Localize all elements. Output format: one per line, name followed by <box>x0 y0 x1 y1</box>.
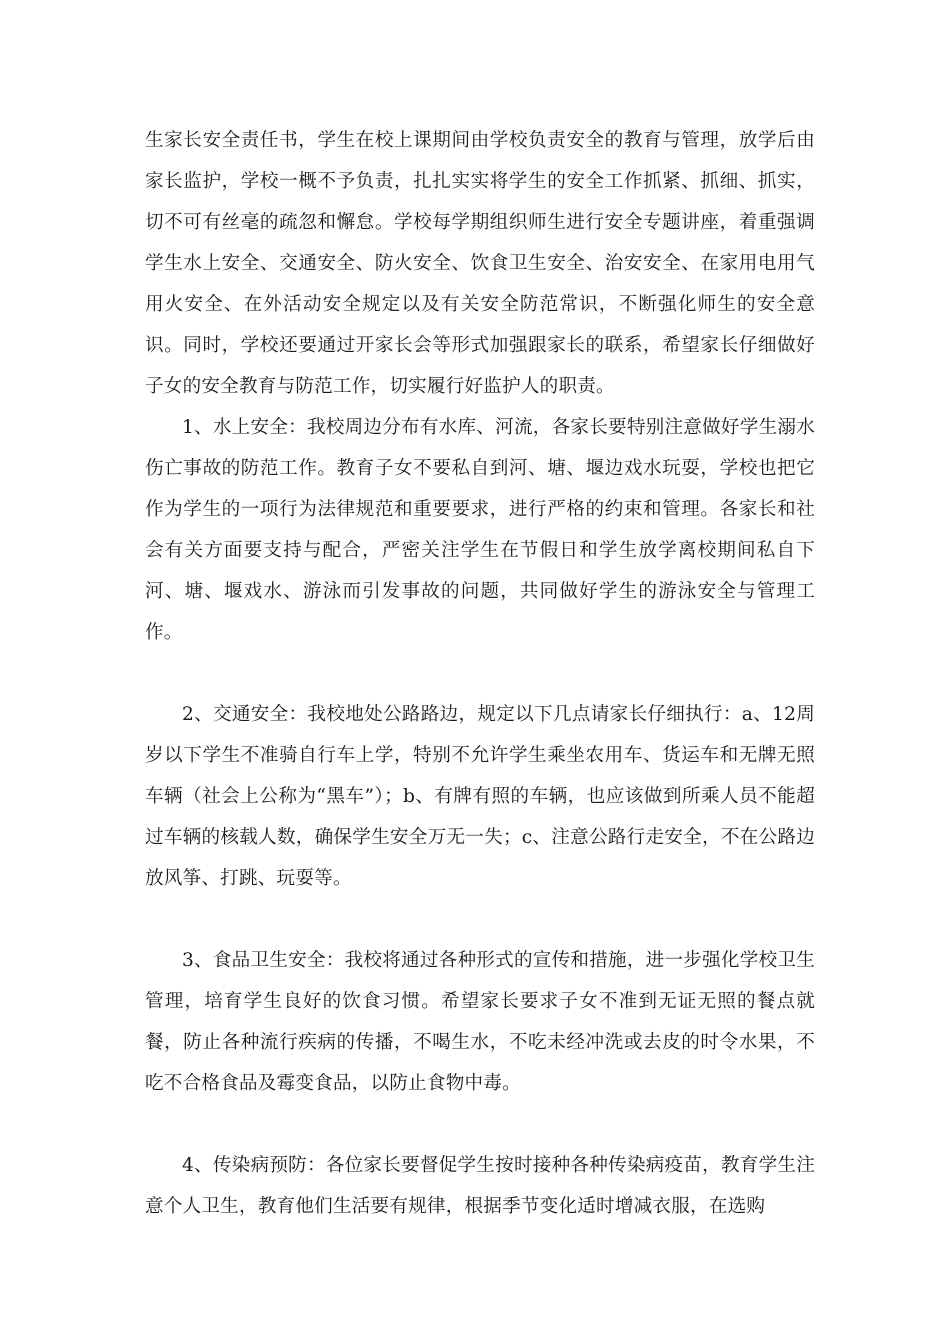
paragraph-food-safety: 3、食品卫生安全：我校将通过各种形式的宣传和措施，进一步强化学校卫生管理，培育学生良好的饮食习惯。希望家长要求子女不准到无证无照的餐点就餐，防止各种流行疾病的传播，不喝生水，不吃未经冲洗或去皮的时令水果，不吃不合格食品及霉变食品，以防止食物中毒。 <box>145 950 815 1094</box>
paragraph-gap <box>145 1104 815 1145</box>
paragraph-gap <box>145 653 815 694</box>
document-page <box>145 120 815 1227</box>
paragraph-gap <box>145 899 815 940</box>
paragraph-intro: 生家长安全责任书，学生在校上课期间由学校负责安全的教育与管理，放学后由家长监护，学校一概不予负责，扎扎实实将学生的安全工作抓紧、抓细、抓实，切不可有丝毫的疏忽和懈怠。学校每学期组织师生进行安全专题讲座，着重强调学生水上安全、交通安全、防火安全、饮食卫生安全、治安安全、在家用电用气用火安全、在外活动安全规定以及有关安全防范常识，不断强化师生的安全意识。同时，学校还要通过开家长会等形式加强跟家长的联系，希望家长仔细做好子女的安全教育与防范工作，切实履行好监护人的职责。 <box>145 130 815 397</box>
paragraph-water-safety: 1、水上安全：我校周边分布有水库、河流，各家长要特别注意做好学生溺水伤亡事故的防范工作。教育子女不要私自到河、塘、堰边戏水玩耍，学校也把它作为学生的一项行为法律规范和重要要求，进行严格的约束和管理。各家长和社会有关方面要支持与配合，严密关注学生在节假日和学生放学离校期间私自下河、塘、堰戏水、游泳而引发事故的问题，共同做好学生的游泳安全与管理工作。 <box>145 417 815 643</box>
paragraph-traffic-safety: 2、交通安全：我校地处公路路边，规定以下几点请家长仔细执行：a、12周岁以下学生不准骑自行车上学，特别不允许学生乘坐农用车、货运车和无牌无照车辆（社会上公称为“黑车”）；b、有牌有照的车辆，也应该做到所乘人员不能超过车辆的核载人数，确保学生安全万无一失；c、注意公路行走安全，不在公路边放风筝、打跳、玩耍等。 <box>145 704 815 889</box>
paragraph-disease-prevention: 4、传染病预防：各位家长要督促学生按时接种各种传染病疫苗，教育学生注意个人卫生，教育他们生活要有规律，根据季节变化适时增减衣服，在选购 <box>145 1155 815 1217</box>
